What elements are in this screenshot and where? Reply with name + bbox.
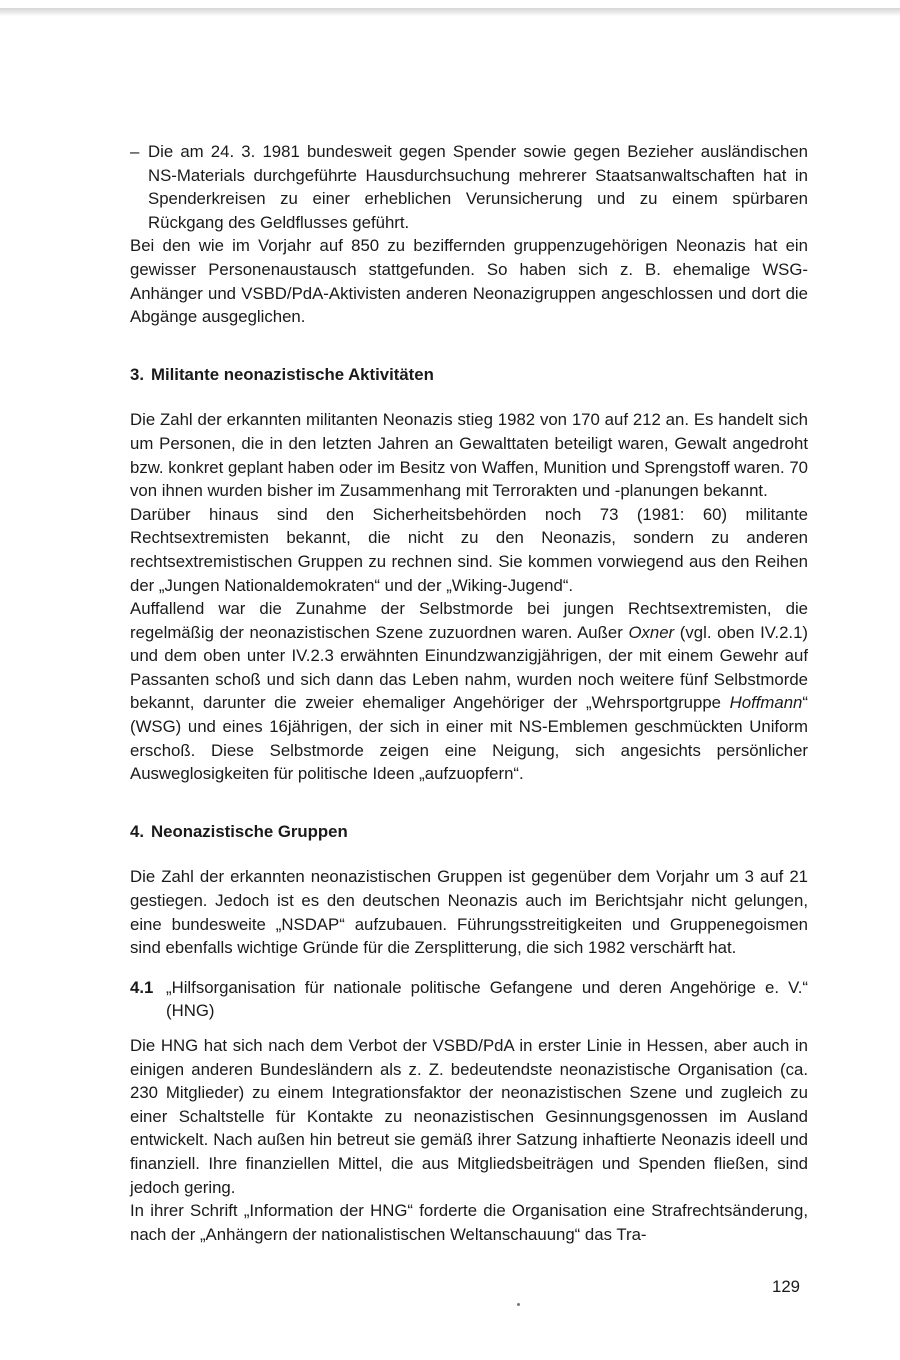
section-3-paragraph-3	[130, 597, 808, 786]
document-page	[130, 140, 808, 1246]
section-4-1-title: „Hilfsorganisation für nationale politische Gefangene und deren Angehörige e. V.“ (HNG)	[166, 977, 808, 1021]
scan-dust-speck	[517, 1303, 520, 1306]
section-3-number: 3.	[130, 364, 144, 384]
intro-list-item	[130, 140, 808, 234]
section-4-1-heading	[130, 976, 808, 1023]
page-number: 129	[772, 1277, 800, 1296]
intro-list-item-text: Die am 24. 3. 1981 bundesweit gegen Spender sowie gegen Bezieher ausländischen NS-Materials durchgeführte Hausdurchsuchung mehrerer Staatsanwaltschaften hat in Spenderkreisen zu einer erheblichen Verunsicherung und zu einem spürbaren Rückgang des Geldflusses geführt.	[148, 142, 808, 232]
section-3-paragraph-2: Darüber hinaus sind den Sicherheitsbehörden noch 73 (1981: 60) militante Rechtsextremisten bekannt, die nicht zu den Neonazis, sondern zu anderen rechtsextremistischen Gruppen zu rechnen sind. Sie kommen vorwiegend aus den Reihen der „Jungen Nationaldemokraten“ und der „Wiking-Jugend“.	[130, 504, 808, 595]
name-hoffmann: Hoffmann	[729, 693, 803, 713]
section-3-title: Militante neonazistische Aktivitäten	[151, 364, 434, 384]
section-3-paragraph-1: Die Zahl der erkannten militanten Neonazis stieg 1982 von 170 auf 212 an. Es handelt sich um Personen, die in den letzten Jahren an Gewalttaten beteiligt waren, Gewalt angedroht bzw. konkret geplant haben oder im Besitz von Waffen, Munition und Sprengstoff waren. 70 von ihnen wurden bisher im Zusammenhang mit Terrorakten und -planungen bekannt.	[130, 410, 808, 501]
section-4-paragraph-1: Die Zahl der erkannten neonazistischen Gruppen ist gegenüber dem Vorjahr um 3 auf 21 gestiegen. Jedoch ist es den deutschen Neonazis auch im Berichtsjahr nicht gelungen, eine bundesweite „NSDAP“ aufzubauen. Führungsstreitigkeiten und Gruppenegoismen sind ebenfalls wichtige Gründe für die Zersplitterung, die sich 1982 verschärft hat.	[130, 867, 808, 958]
section-3-p3-part-1: Auffallend war die Zunahme der Selbstmorde bei jungen Rechtsextremisten, die regelmäßig der neonazistischen Szene zuzuordnen waren. Außer	[130, 599, 808, 642]
name-oxner: Oxner	[628, 622, 675, 642]
section-4-title: Neonazistische Gruppen	[151, 821, 348, 841]
section-4-1-paragraph-2: In ihrer Schrift „Information der HNG“ forderte die Organisation eine Strafrechtsänderung, nach der „Anhängern der nationalistischen Weltanschauung“ das Tra-	[130, 1201, 808, 1244]
intro-paragraph: Bei den wie im Vorjahr auf 850 zu beziffernden gruppenzugehörigen Neonazis hat ein gewisser Personenaustausch stattgefunden. So haben sich z. B. ehemalige WSG-Anhänger und VSBD/PdA-Aktivisten anderen Neonazigruppen angeschlossen und dort die Abgänge ausgeglichen.	[130, 236, 808, 327]
section-3-p3-part-2: (vgl. oben IV.2.1) und dem oben unter IV.2.3 erwähnten Einundzwanzigjährigen, der mit einem Gewehr auf Passanten schoß und sich dann das Leben nahm, wurden noch weitere fünf Selbstmorde bekannt, darunter die zweier ehemaliger Angehöriger der „Wehrsportgruppe	[130, 622, 808, 713]
section-4-heading	[130, 820, 808, 844]
section-3-heading	[130, 363, 808, 387]
list-dash-marker: –	[130, 142, 140, 161]
section-4-number: 4.	[130, 821, 144, 841]
section-4-1-number: 4.1	[130, 977, 154, 997]
section-3-p3-part-3: “ (WSG) und eines 16jährigen, der sich in einer mit NS-Emblemen geschmückten Uniform erschoß. Diese Selbstmorde zeigen eine Neigung, sich angesichts persönlicher Ausweglosigkeiten für politische Ideen „aufzuopfern“.	[130, 693, 808, 784]
scan-edge-shadow	[0, 8, 900, 16]
section-4-1-paragraph-1: Die HNG hat sich nach dem Verbot der VSBD/PdA in erster Linie in Hessen, aber auch in einigen anderen Bundesländern als z. Z. bedeutendste neonazistische Organisation (ca. 230 Mitglieder) zu einem Integrationsfaktor der neonazistischen Szene und zugleich zu einer Schaltstelle für Kontakte zu neonazistischen Gesinnungsgenossen im Ausland entwickelt. Nach außen hin betreut sie gemäß ihrer Satzung inhaftierte Neonazis ideell und finanziell. Ihre finanziellen Mittel, die aus Mitgliedsbeiträgen und Spenden fließen, sind jedoch gering.	[130, 1036, 808, 1197]
